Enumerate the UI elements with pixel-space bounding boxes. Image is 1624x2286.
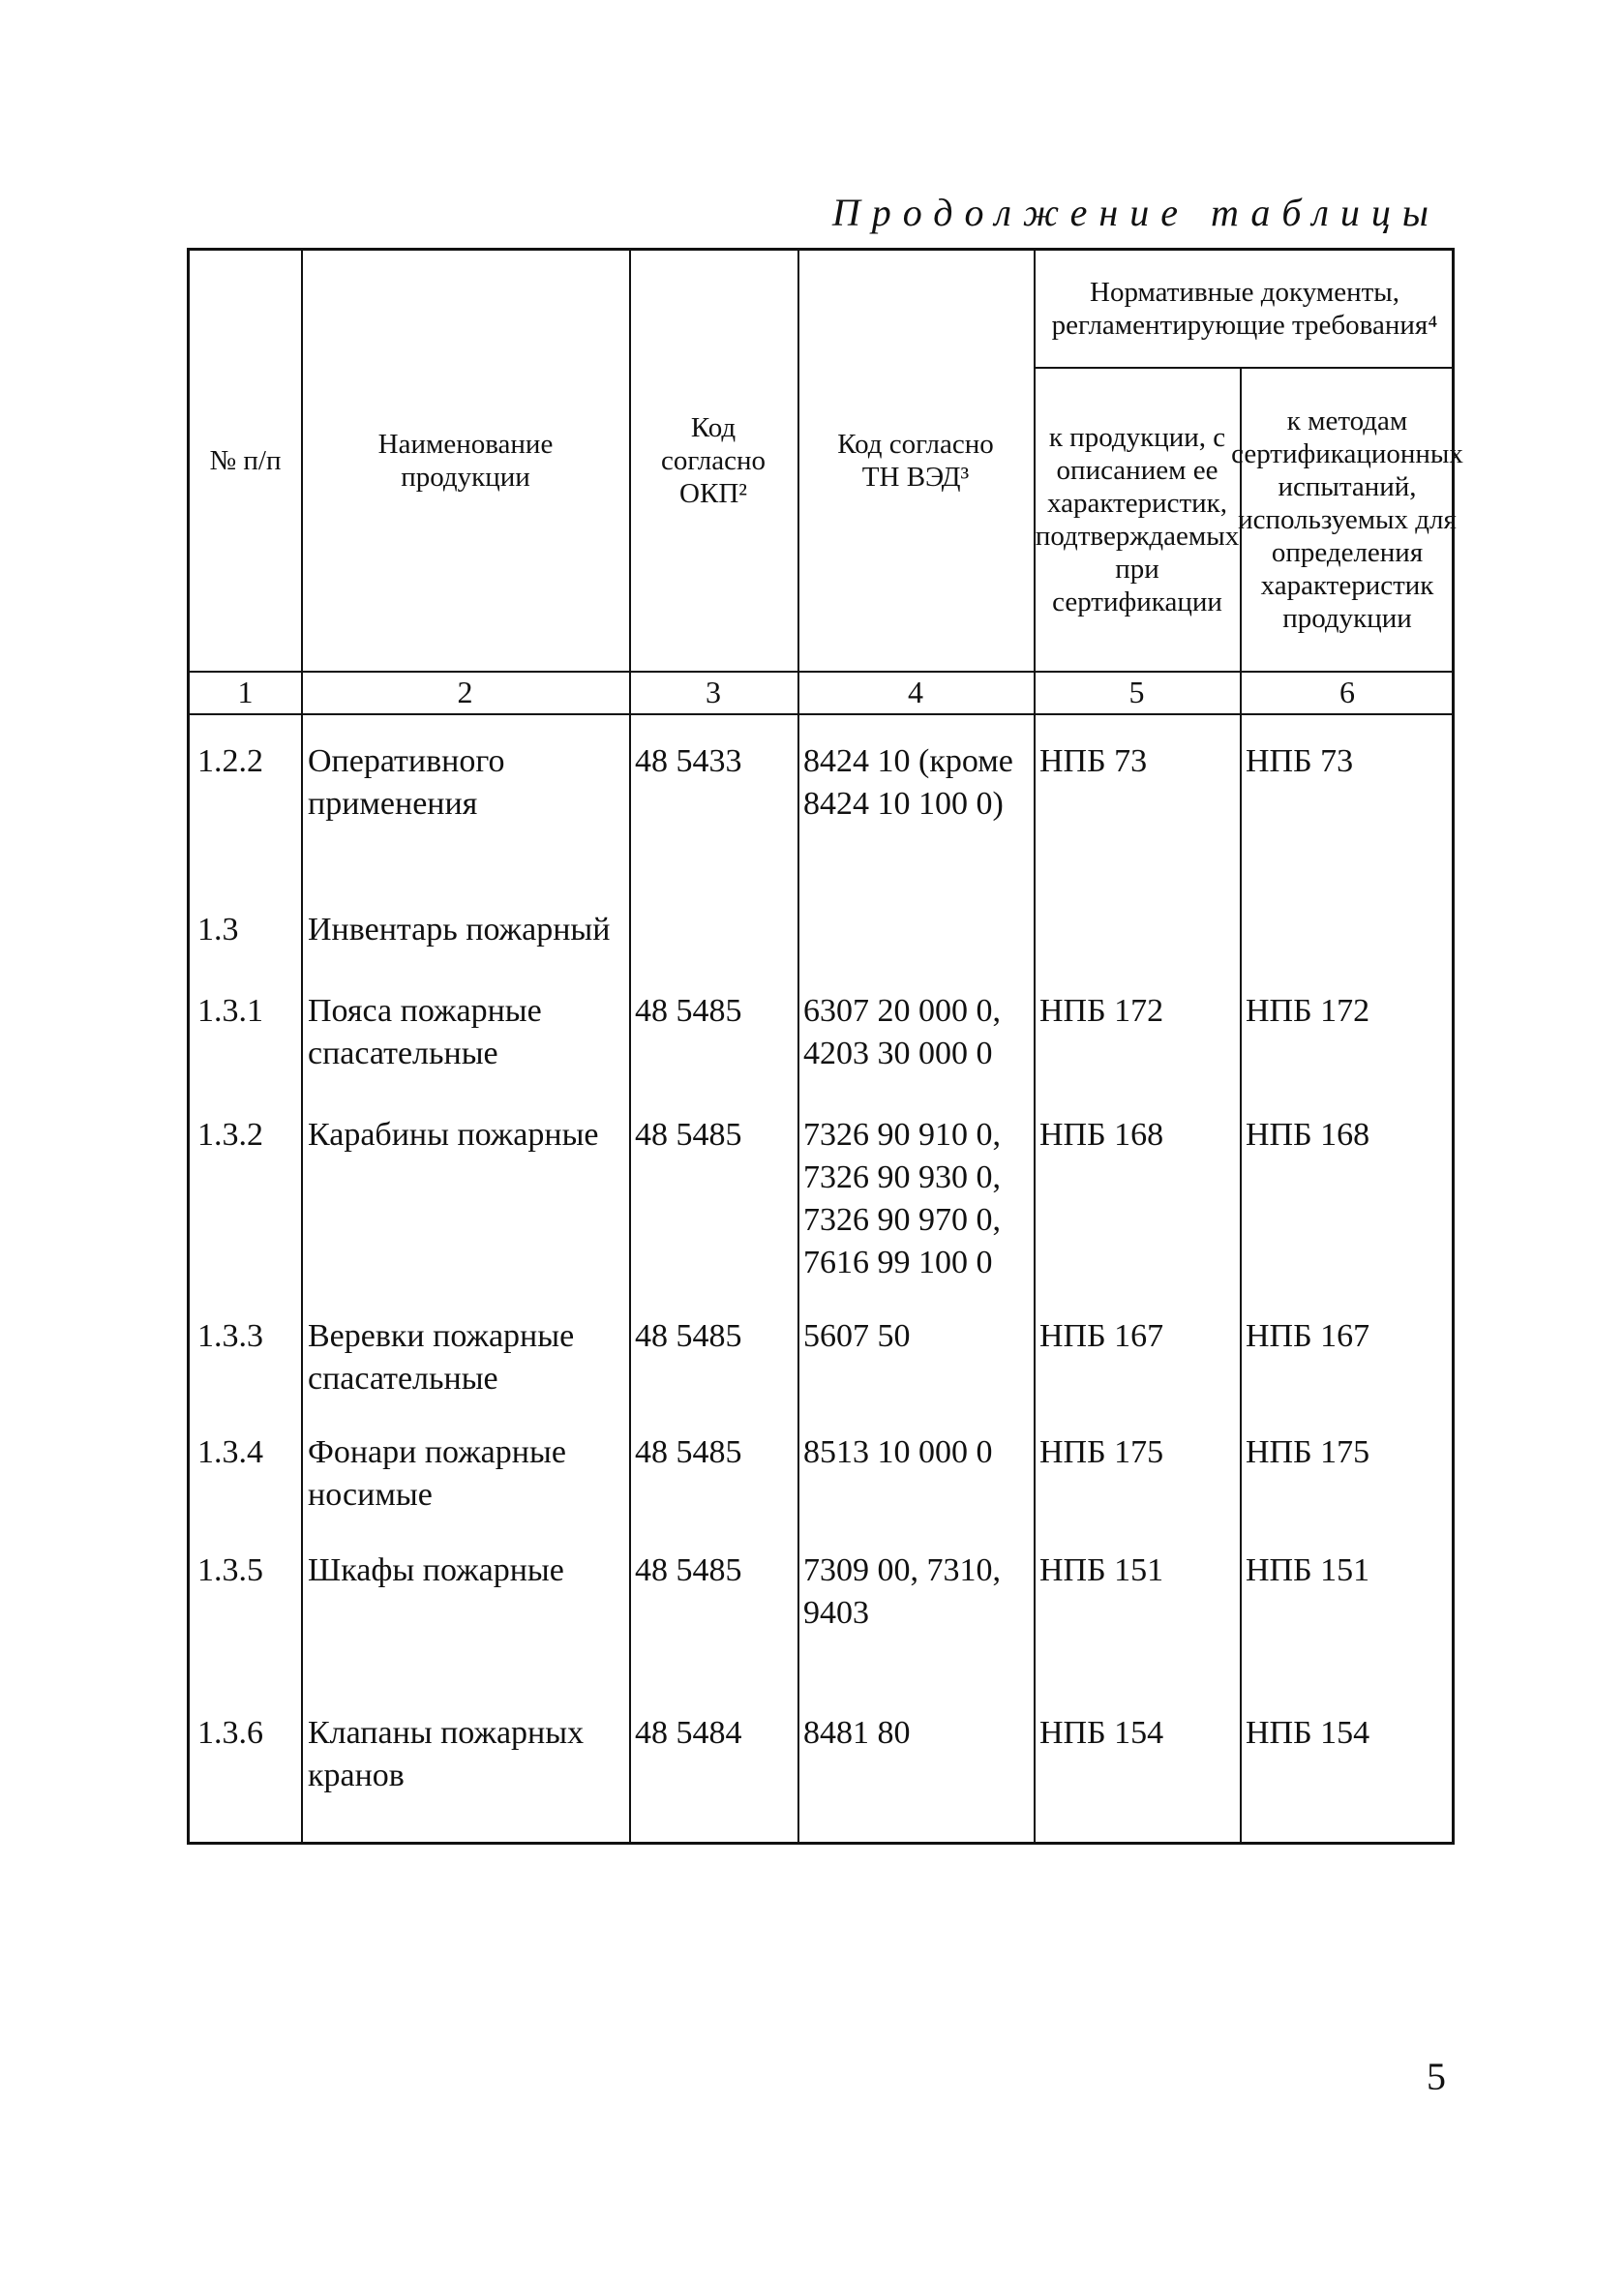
row-product-document: НПБ 168 (1039, 1117, 1164, 1153)
header-okp-code: Код согласно ОКП² (660, 412, 767, 509)
row-okp-code: 48 5485 (635, 1434, 742, 1470)
row-number: 1.3.2 (197, 1117, 263, 1153)
row-methods-document: НПБ 151 (1246, 1552, 1370, 1588)
row-product-name: Фонари пожарные носимые (308, 1434, 566, 1513)
row-methods-document: НПБ 154 (1246, 1715, 1370, 1751)
column-number: 3 (706, 675, 721, 709)
row-product-document: НПБ 154 (1039, 1715, 1164, 1751)
row-okp-code: 48 5484 (635, 1715, 742, 1751)
row-product-name: Оперативного применения (308, 743, 505, 822)
row-tnved-code: 7326 90 910 0, 7326 90 930 0, 7326 90 970 0, 7616 99 100 0 (803, 1117, 1001, 1280)
row-methods-document: НПБ 172 (1246, 993, 1370, 1029)
row-product-document: НПБ 167 (1039, 1318, 1164, 1354)
header-number: № п/п (209, 445, 282, 476)
column-number: 2 (457, 675, 473, 709)
row-methods-document: НПБ 167 (1246, 1318, 1370, 1354)
row-number: 1.3.1 (197, 993, 263, 1029)
row-number: 1.3.4 (197, 1434, 263, 1470)
table-divider (190, 671, 1452, 673)
row-methods-document: НПБ 168 (1246, 1117, 1370, 1153)
column-number: 4 (908, 675, 923, 709)
row-tnved-code: 7309 00, 7310, 9403 (803, 1552, 1001, 1631)
table-divider (1034, 367, 1452, 369)
row-product-name: Инвентарь пожарный (308, 912, 611, 947)
row-tnved-code: 8481 80 (803, 1715, 911, 1751)
row-okp-code: 48 5433 (635, 743, 742, 779)
header-tnved-code: Код согласно ТН ВЭД³ (837, 429, 994, 493)
row-product-name: Карабины пожарные (308, 1117, 599, 1153)
column-number: 1 (237, 675, 254, 709)
table-divider (797, 251, 799, 1842)
page-number: 5 (1427, 2055, 1446, 2098)
row-tnved-code: 8513 10 000 0 (803, 1434, 993, 1470)
row-number: 1.3 (197, 912, 239, 947)
table-divider (629, 251, 631, 1842)
row-product-document: НПБ 175 (1039, 1434, 1164, 1470)
row-product-document: НПБ 172 (1039, 993, 1164, 1029)
row-product-document: НПБ 73 (1039, 743, 1148, 779)
row-number: 1.3.5 (197, 1552, 263, 1588)
row-okp-code: 48 5485 (635, 1552, 742, 1588)
row-methods-document: НПБ 175 (1246, 1434, 1370, 1470)
row-number: 1.3.6 (197, 1715, 263, 1751)
column-number: 5 (1128, 675, 1145, 709)
row-okp-code: 48 5485 (635, 1117, 742, 1153)
row-tnved-code: 8424 10 (кроме 8424 10 100 0) (803, 743, 1013, 822)
table-divider (190, 713, 1452, 715)
row-product-document: НПБ 151 (1039, 1552, 1164, 1588)
row-tnved-code: 5607 50 (803, 1318, 911, 1354)
row-okp-code: 48 5485 (635, 993, 742, 1029)
table-divider (301, 251, 303, 1842)
row-okp-code: 48 5485 (635, 1318, 742, 1354)
row-product-name: Веревки пожарные спасательные (308, 1318, 575, 1397)
header-product-name: Наименование продукции (377, 429, 554, 493)
row-number: 1.3.3 (197, 1318, 263, 1354)
row-tnved-code: 6307 20 000 0, 4203 30 000 0 (803, 993, 1001, 1071)
row-product-name: Шкафы пожарные (308, 1552, 564, 1588)
header-normative-documents: Нормативные документы, регламентирующие требования⁴ (1051, 277, 1438, 341)
document-table (187, 248, 1463, 1845)
row-number: 1.2.2 (197, 743, 263, 779)
column-number: 6 (1339, 675, 1355, 709)
table-continuation-caption: Продолжение таблицы (831, 191, 1440, 234)
header-test-methods: к методам сертификационных испытаний, используемых для определения характеристик продукции (1231, 406, 1463, 634)
row-product-name: Клапаны пожарных кранов (308, 1715, 585, 1793)
header-product-requirements: к продукции, с описанием ее характеристик, подтверждаемых при сертификации (1035, 422, 1240, 617)
row-methods-document: НПБ 73 (1246, 743, 1354, 779)
row-product-name: Пояса пожарные спасательные (308, 993, 542, 1071)
